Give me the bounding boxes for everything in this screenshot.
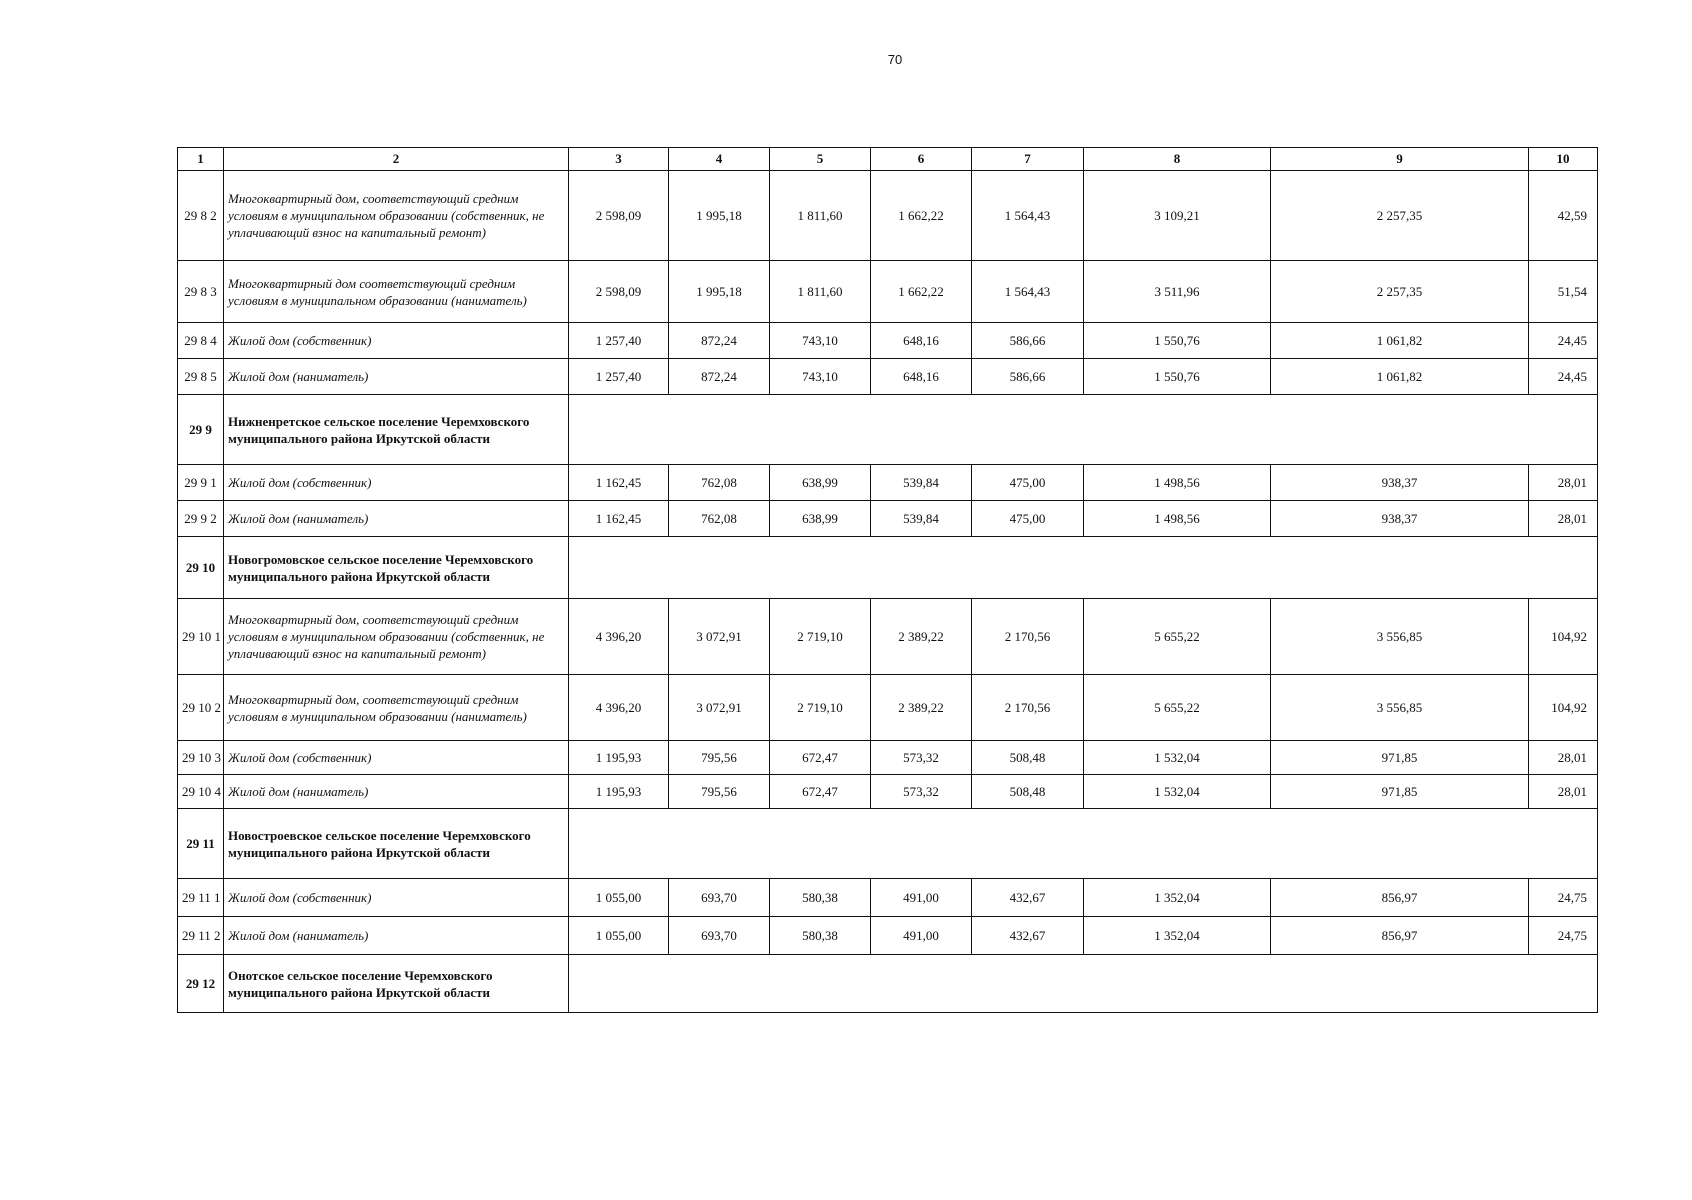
table-row [178, 879, 1598, 917]
value-cell: 475,00 [972, 501, 1084, 537]
value-cell: 5 655,22 [1084, 599, 1271, 675]
row-description: Многоквартирный дом соответствующий средним условиям в муниципальном образовании (наниматель) [224, 261, 569, 323]
value-cell: 28,01 [1529, 775, 1598, 809]
value-cell: 2 598,09 [569, 171, 669, 261]
value-cell: 856,97 [1271, 917, 1529, 955]
value-cell: 508,48 [972, 741, 1084, 775]
section-blank-cell [569, 955, 1598, 1013]
value-cell: 2 719,10 [770, 599, 871, 675]
column-header: 6 [871, 148, 972, 171]
row-code: 29 10 1 [178, 599, 224, 675]
table-row [178, 261, 1598, 323]
row-description: Жилой дом (собственник) [224, 879, 569, 917]
value-cell: 795,56 [669, 741, 770, 775]
value-cell: 3 556,85 [1271, 599, 1529, 675]
value-cell: 2 389,22 [871, 675, 972, 741]
value-cell: 2 389,22 [871, 599, 972, 675]
value-cell: 491,00 [871, 879, 972, 917]
value-cell: 573,32 [871, 775, 972, 809]
column-header: 9 [1271, 148, 1529, 171]
value-cell: 1 532,04 [1084, 741, 1271, 775]
value-cell: 104,92 [1529, 599, 1598, 675]
column-header: 2 [224, 148, 569, 171]
value-cell: 1 257,40 [569, 359, 669, 395]
row-description: Жилой дом (собственник) [224, 741, 569, 775]
value-cell: 1 352,04 [1084, 879, 1271, 917]
section-row [178, 955, 1598, 1013]
page-number: 70 [887, 52, 903, 67]
value-cell: 3 109,21 [1084, 171, 1271, 261]
value-cell: 1 550,76 [1084, 359, 1271, 395]
value-cell: 856,97 [1271, 879, 1529, 917]
value-cell: 3 072,91 [669, 675, 770, 741]
value-cell: 638,99 [770, 501, 871, 537]
row-code: 29 11 1 [178, 879, 224, 917]
value-cell: 743,10 [770, 323, 871, 359]
row-description: Жилой дом (наниматель) [224, 359, 569, 395]
section-blank-cell [569, 809, 1598, 879]
header-row [178, 148, 1598, 171]
row-code: 29 10 3 [178, 741, 224, 775]
value-cell: 693,70 [669, 879, 770, 917]
row-code: 29 8 4 [178, 323, 224, 359]
value-cell: 2 257,35 [1271, 171, 1529, 261]
value-cell: 762,08 [669, 465, 770, 501]
value-cell: 475,00 [972, 465, 1084, 501]
value-cell: 1 662,22 [871, 171, 972, 261]
value-cell: 638,99 [770, 465, 871, 501]
value-cell: 672,47 [770, 775, 871, 809]
value-cell: 2 170,56 [972, 675, 1084, 741]
row-code: 29 8 2 [178, 171, 224, 261]
value-cell: 24,75 [1529, 917, 1598, 955]
column-header: 7 [972, 148, 1084, 171]
value-cell: 432,67 [972, 879, 1084, 917]
value-cell: 24,45 [1529, 323, 1598, 359]
value-cell: 1 550,76 [1084, 323, 1271, 359]
value-cell: 693,70 [669, 917, 770, 955]
value-cell: 104,92 [1529, 675, 1598, 741]
value-cell: 28,01 [1529, 465, 1598, 501]
row-description: Жилой дом (собственник) [224, 323, 569, 359]
table-row [178, 171, 1598, 261]
value-cell: 580,38 [770, 879, 871, 917]
value-cell: 648,16 [871, 359, 972, 395]
value-cell: 1 055,00 [569, 879, 669, 917]
row-description: Жилой дом (собственник) [224, 465, 569, 501]
value-cell: 762,08 [669, 501, 770, 537]
value-cell: 586,66 [972, 323, 1084, 359]
tariff-table [177, 147, 1598, 1013]
section-title: Нижненретское сельское поселение Черемховского муниципального района Иркутской области [224, 395, 569, 465]
table-row [178, 465, 1598, 501]
value-cell: 672,47 [770, 741, 871, 775]
column-header: 5 [770, 148, 871, 171]
row-code: 29 10 4 [178, 775, 224, 809]
row-code: 29 8 3 [178, 261, 224, 323]
value-cell: 1 532,04 [1084, 775, 1271, 809]
row-code: 29 9 2 [178, 501, 224, 537]
value-cell: 1 995,18 [669, 261, 770, 323]
row-description: Многоквартирный дом, соответствующий средним условиям в муниципальном образовании (собственник, не уплачивающий взнос на капитальный ремонт) [224, 171, 569, 261]
value-cell: 971,85 [1271, 775, 1529, 809]
value-cell: 4 396,20 [569, 675, 669, 741]
value-cell: 872,24 [669, 359, 770, 395]
row-description: Жилой дом (наниматель) [224, 917, 569, 955]
value-cell: 1 498,56 [1084, 465, 1271, 501]
value-cell: 573,32 [871, 741, 972, 775]
table-row [178, 775, 1598, 809]
value-cell: 1 564,43 [972, 171, 1084, 261]
value-cell: 1 352,04 [1084, 917, 1271, 955]
value-cell: 971,85 [1271, 741, 1529, 775]
value-cell: 1 195,93 [569, 775, 669, 809]
value-cell: 24,45 [1529, 359, 1598, 395]
value-cell: 432,67 [972, 917, 1084, 955]
value-cell: 1 195,93 [569, 741, 669, 775]
value-cell: 872,24 [669, 323, 770, 359]
value-cell: 539,84 [871, 501, 972, 537]
value-cell: 1 662,22 [871, 261, 972, 323]
value-cell: 5 655,22 [1084, 675, 1271, 741]
value-cell: 3 511,96 [1084, 261, 1271, 323]
value-cell: 1 061,82 [1271, 359, 1529, 395]
value-cell: 1 162,45 [569, 465, 669, 501]
value-cell: 24,75 [1529, 879, 1598, 917]
value-cell: 1 055,00 [569, 917, 669, 955]
value-cell: 580,38 [770, 917, 871, 955]
section-row [178, 537, 1598, 599]
value-cell: 28,01 [1529, 501, 1598, 537]
value-cell: 508,48 [972, 775, 1084, 809]
value-cell: 795,56 [669, 775, 770, 809]
row-code: 29 11 2 [178, 917, 224, 955]
table-row [178, 359, 1598, 395]
value-cell: 938,37 [1271, 501, 1529, 537]
section-row [178, 809, 1598, 879]
table-row [178, 917, 1598, 955]
value-cell: 938,37 [1271, 465, 1529, 501]
column-header: 8 [1084, 148, 1271, 171]
column-header: 3 [569, 148, 669, 171]
row-code: 29 8 5 [178, 359, 224, 395]
value-cell: 539,84 [871, 465, 972, 501]
value-cell: 1 811,60 [770, 261, 871, 323]
column-header: 1 [178, 148, 224, 171]
table-row [178, 599, 1598, 675]
table-row [178, 501, 1598, 537]
value-cell: 2 719,10 [770, 675, 871, 741]
value-cell: 743,10 [770, 359, 871, 395]
table-row [178, 323, 1598, 359]
section-title: Онотское сельское поселение Черемховского муниципального района Иркутской области [224, 955, 569, 1013]
table-row [178, 741, 1598, 775]
section-title: Новогромовское сельское поселение Черемховского муниципального района Иркутской области [224, 537, 569, 599]
row-code: 29 9 [178, 395, 224, 465]
row-description: Многоквартирный дом, соответствующий средним условиям в муниципальном образовании (собственник, не уплачивающий взнос на капитальный ремонт) [224, 599, 569, 675]
row-description: Жилой дом (наниматель) [224, 775, 569, 809]
row-code: 29 10 2 [178, 675, 224, 741]
value-cell: 1 498,56 [1084, 501, 1271, 537]
value-cell: 2 257,35 [1271, 261, 1529, 323]
value-cell: 1 995,18 [669, 171, 770, 261]
value-cell: 28,01 [1529, 741, 1598, 775]
row-code: 29 10 [178, 537, 224, 599]
section-row [178, 395, 1598, 465]
row-code: 29 9 1 [178, 465, 224, 501]
row-description: Жилой дом (наниматель) [224, 501, 569, 537]
row-description: Многоквартирный дом, соответствующий средним условиям в муниципальном образовании (наниматель) [224, 675, 569, 741]
section-blank-cell [569, 395, 1598, 465]
value-cell: 1 257,40 [569, 323, 669, 359]
value-cell: 51,54 [1529, 261, 1598, 323]
value-cell: 648,16 [871, 323, 972, 359]
value-cell: 1 162,45 [569, 501, 669, 537]
table-row [178, 675, 1598, 741]
row-code: 29 11 [178, 809, 224, 879]
value-cell: 3 556,85 [1271, 675, 1529, 741]
value-cell: 2 598,09 [569, 261, 669, 323]
row-code: 29 12 [178, 955, 224, 1013]
value-cell: 3 072,91 [669, 599, 770, 675]
column-header: 4 [669, 148, 770, 171]
value-cell: 1 811,60 [770, 171, 871, 261]
value-cell: 586,66 [972, 359, 1084, 395]
value-cell: 4 396,20 [569, 599, 669, 675]
value-cell: 2 170,56 [972, 599, 1084, 675]
column-header: 10 [1529, 148, 1598, 171]
section-blank-cell [569, 537, 1598, 599]
value-cell: 42,59 [1529, 171, 1598, 261]
section-title: Новостроевское сельское поселение Черемховского муниципального района Иркутской области [224, 809, 569, 879]
value-cell: 1 061,82 [1271, 323, 1529, 359]
value-cell: 491,00 [871, 917, 972, 955]
value-cell: 1 564,43 [972, 261, 1084, 323]
